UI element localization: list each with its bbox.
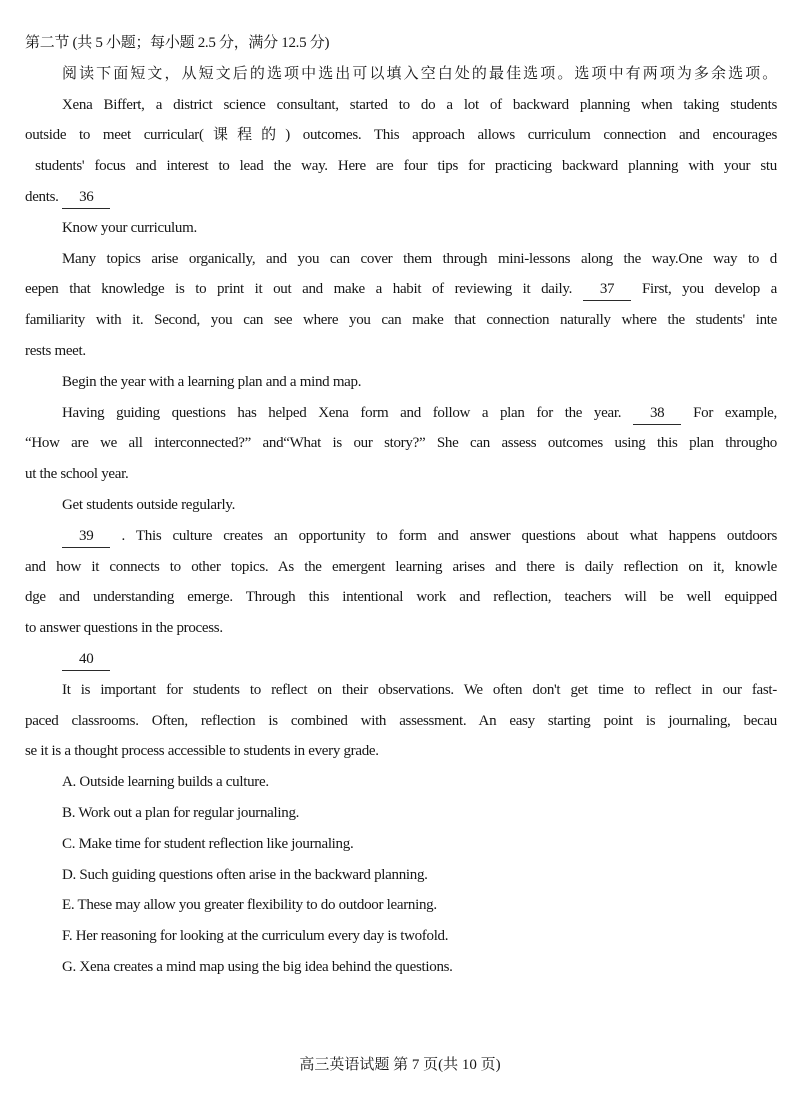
option-item: F. Her reasoning for looking at the curriculum every day is twofold. (62, 928, 449, 945)
option-item: B. Work out a plan for regular journaling. (62, 804, 300, 821)
passage-line: familiarity with it. Second, you can see where you can make that connection naturally where the students' inte (25, 312, 777, 329)
passage-line: se it is a thought process accessible to students in every grade. (25, 743, 379, 760)
option-item: C. Make time for student reflection like journaling. (62, 835, 354, 852)
passage-line: dge and understanding emerge. Through this intentional work and reflection, teachers will be well equipped (25, 589, 777, 606)
passage-line: students' focus and interest to lead the way. Here are four tips for practicing backward planning with your stu (25, 158, 777, 175)
passage-line: Many topics arise organically, and you can cover them through mini-lessons along the way.One way to d (62, 250, 777, 267)
blank-36: 36 (62, 189, 110, 209)
passage-line: Begin the year with a learning plan and a mind map. (62, 373, 362, 390)
option-item: D. Such guiding questions often arise in the backward planning. (62, 866, 428, 883)
passage-line: to answer questions in the process. (25, 620, 223, 637)
passage-line: It is important for students to reflect on their observations. We often don't get time to reflect in our fast- (62, 681, 777, 698)
section-header: 第二节 (共 5 小题；每小题 2.5 分，满分 12.5 分) (25, 35, 330, 51)
passage-line: rests meet. (25, 342, 86, 359)
options-list (25, 767, 777, 983)
passage-line: Xena Biffert, a district science consultant, started to do a lot of backward planning when taking students (62, 96, 777, 113)
passage-line: ut the school year. (25, 466, 129, 483)
passage-line (25, 644, 777, 675)
passage-line: outside to meet curricular(课程的) outcomes. This approach allows curriculum connection and encourages (25, 127, 777, 144)
passage-line: “How are we all interconnected?” and“What is our story?” She can assess outcomes using this plan througho (25, 435, 777, 452)
blank-38: 38 (633, 405, 681, 425)
page-content (25, 28, 777, 983)
blank-37: 37 (583, 281, 631, 301)
passage-line: 39 . This culture creates an opportunity to form and answer questions about what happens outdoors (25, 521, 777, 552)
option-item: A. Outside learning builds a culture. (62, 774, 269, 791)
passage-line: Know your curriculum. (62, 219, 197, 236)
passage-line: Get students outside regularly. (62, 496, 236, 513)
passage-line: paced classrooms. Often, reflection is combined with assessment. An easy starting point is journaling, becau (25, 712, 777, 729)
option-item: E. These may allow you greater flexibility to do outdoor learning. (62, 897, 437, 914)
passage-line: and how it connects to other topics. As the emergent learning arises and there is daily reflection on it, knowle (25, 558, 777, 575)
option-item: G. Xena creates a mind map using the big idea behind the questions. (62, 958, 453, 975)
passage-line: eepen that knowledge is to print it out and make a habit of reviewing it daily. 37 First, you develop a (25, 274, 777, 305)
passage-line: Having guiding questions has helped Xena form and follow a plan for the year. 38 For example, (25, 398, 777, 429)
instructions: 阅读下面短文，从短文后的选项中选出可以填入空白处的最佳选项。选项中有两项为多余选项。 (62, 65, 777, 82)
blank-39: 39 (62, 528, 110, 548)
passage-line: dents. 36 (25, 182, 777, 213)
passage (25, 90, 777, 768)
blank-40: 40 (62, 651, 110, 671)
page-footer: 高三英语试题 第 7 页(共 10 页) (299, 1057, 501, 1073)
